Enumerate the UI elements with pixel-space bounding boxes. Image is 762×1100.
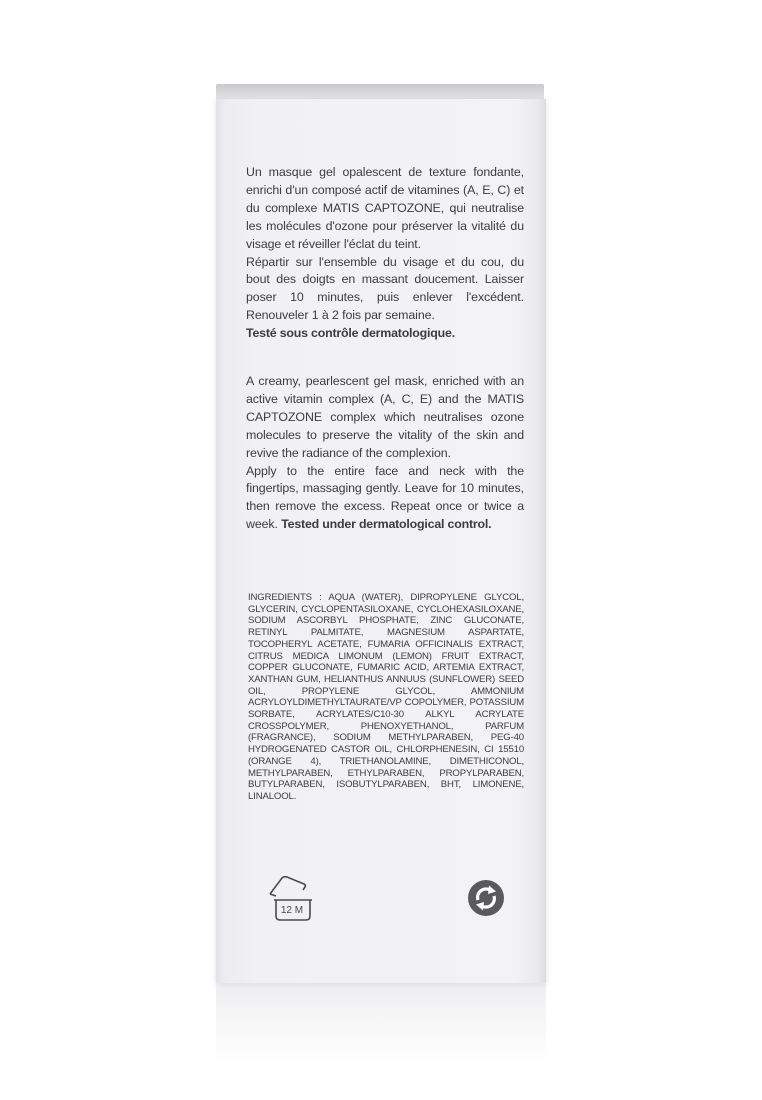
french-description: Un masque gel opalescent de texture fondante, enrichi d'un composé actif de vitamines (A, E, C) et du complexe MATIS CAPTOZONE, qui neutralise les molécules d'ozone pour préserver la vitalité du visage et réveiller l'éclat du teint. bbox=[246, 165, 524, 251]
french-text-block bbox=[246, 164, 524, 343]
pao-label: 12 M bbox=[280, 905, 304, 916]
english-description: A creamy, pearlescent gel mask, enriched with an active vitamin complex (A, C, E) and the MATIS CAPTOZONE complex which neutralises ozone molecules to preserve the vitality of the skin and revive the radiance of the complexion. bbox=[246, 374, 524, 460]
english-usage: Apply to the entire face and neck with the fingertips, massaging gently. Leave for 10 minutes, then remove the excess. Repeat once or twice a week. bbox=[246, 463, 524, 532]
french-tested-note: Testé sous contrôle dermatologique. bbox=[246, 326, 455, 341]
french-usage: Répartir sur l'ensemble du visage et du cou, du bout des doigts en massant doucement. Laisser poser 10 minutes, puis enlever l'excédent. Renouveler 1 à 2 fois par semaine. bbox=[246, 254, 524, 323]
recycle-icon bbox=[467, 879, 505, 917]
box-reflection bbox=[216, 983, 546, 1063]
english-tested-note: Tested under dermatological control. bbox=[281, 517, 492, 532]
english-text-block bbox=[246, 373, 524, 534]
english-usage-paragraph bbox=[246, 463, 524, 535]
ingredients-list: INGREDIENTS : AQUA (WATER), DIPROPYLENE GLYCOL, GLYCERIN, CYCLOPENTASILOXANE, CYCLOHEXASILOXANE, SODIUM ASCORBYL PHOSPHATE, ZINC GLUCONATE, RETINYL PALMITATE, MAGNESIUM ASPARTATE, TOCOPHERYL ACETATE, FUMARIA OFFICINALIS EXTRACT, CITRUS MEDICA LIMONUM (LEMON) FRUIT EXTRACT, COPPER GLUCONATE, FUMARIC ACID, ARTEMIA EXTRACT, XANTHAN GUM, HELIANTHUS ANNUUS (SUNFLOWER) SEED OIL, PROPYLENE GLYCOL, AMMONIUM ACRYLOYLDIMETHYLTAURATE/VP COPOLYMER, POTASSIUM SORBATE, ACRYLATES/C10-30 ALKYL ACRYLATE CROSSPOLYMER, PHENOXYETHANOL, PARFUM (FRAGRANCE), SODIUM METHYLPARABEN, PEG-40 HYDROGENATED CASTOR OIL, CHLORPHENESIN, CI 15510 (ORANGE 4), TRIETHANOLAMINE, DIMETHICONOL, METHYLPARABEN, ETHYLPARABEN, PROPYLPARABEN, BUTYLPARABEN, ISOBUTYLPARABEN, BHT, LIMONENE, LINALOOL. bbox=[248, 592, 524, 802]
